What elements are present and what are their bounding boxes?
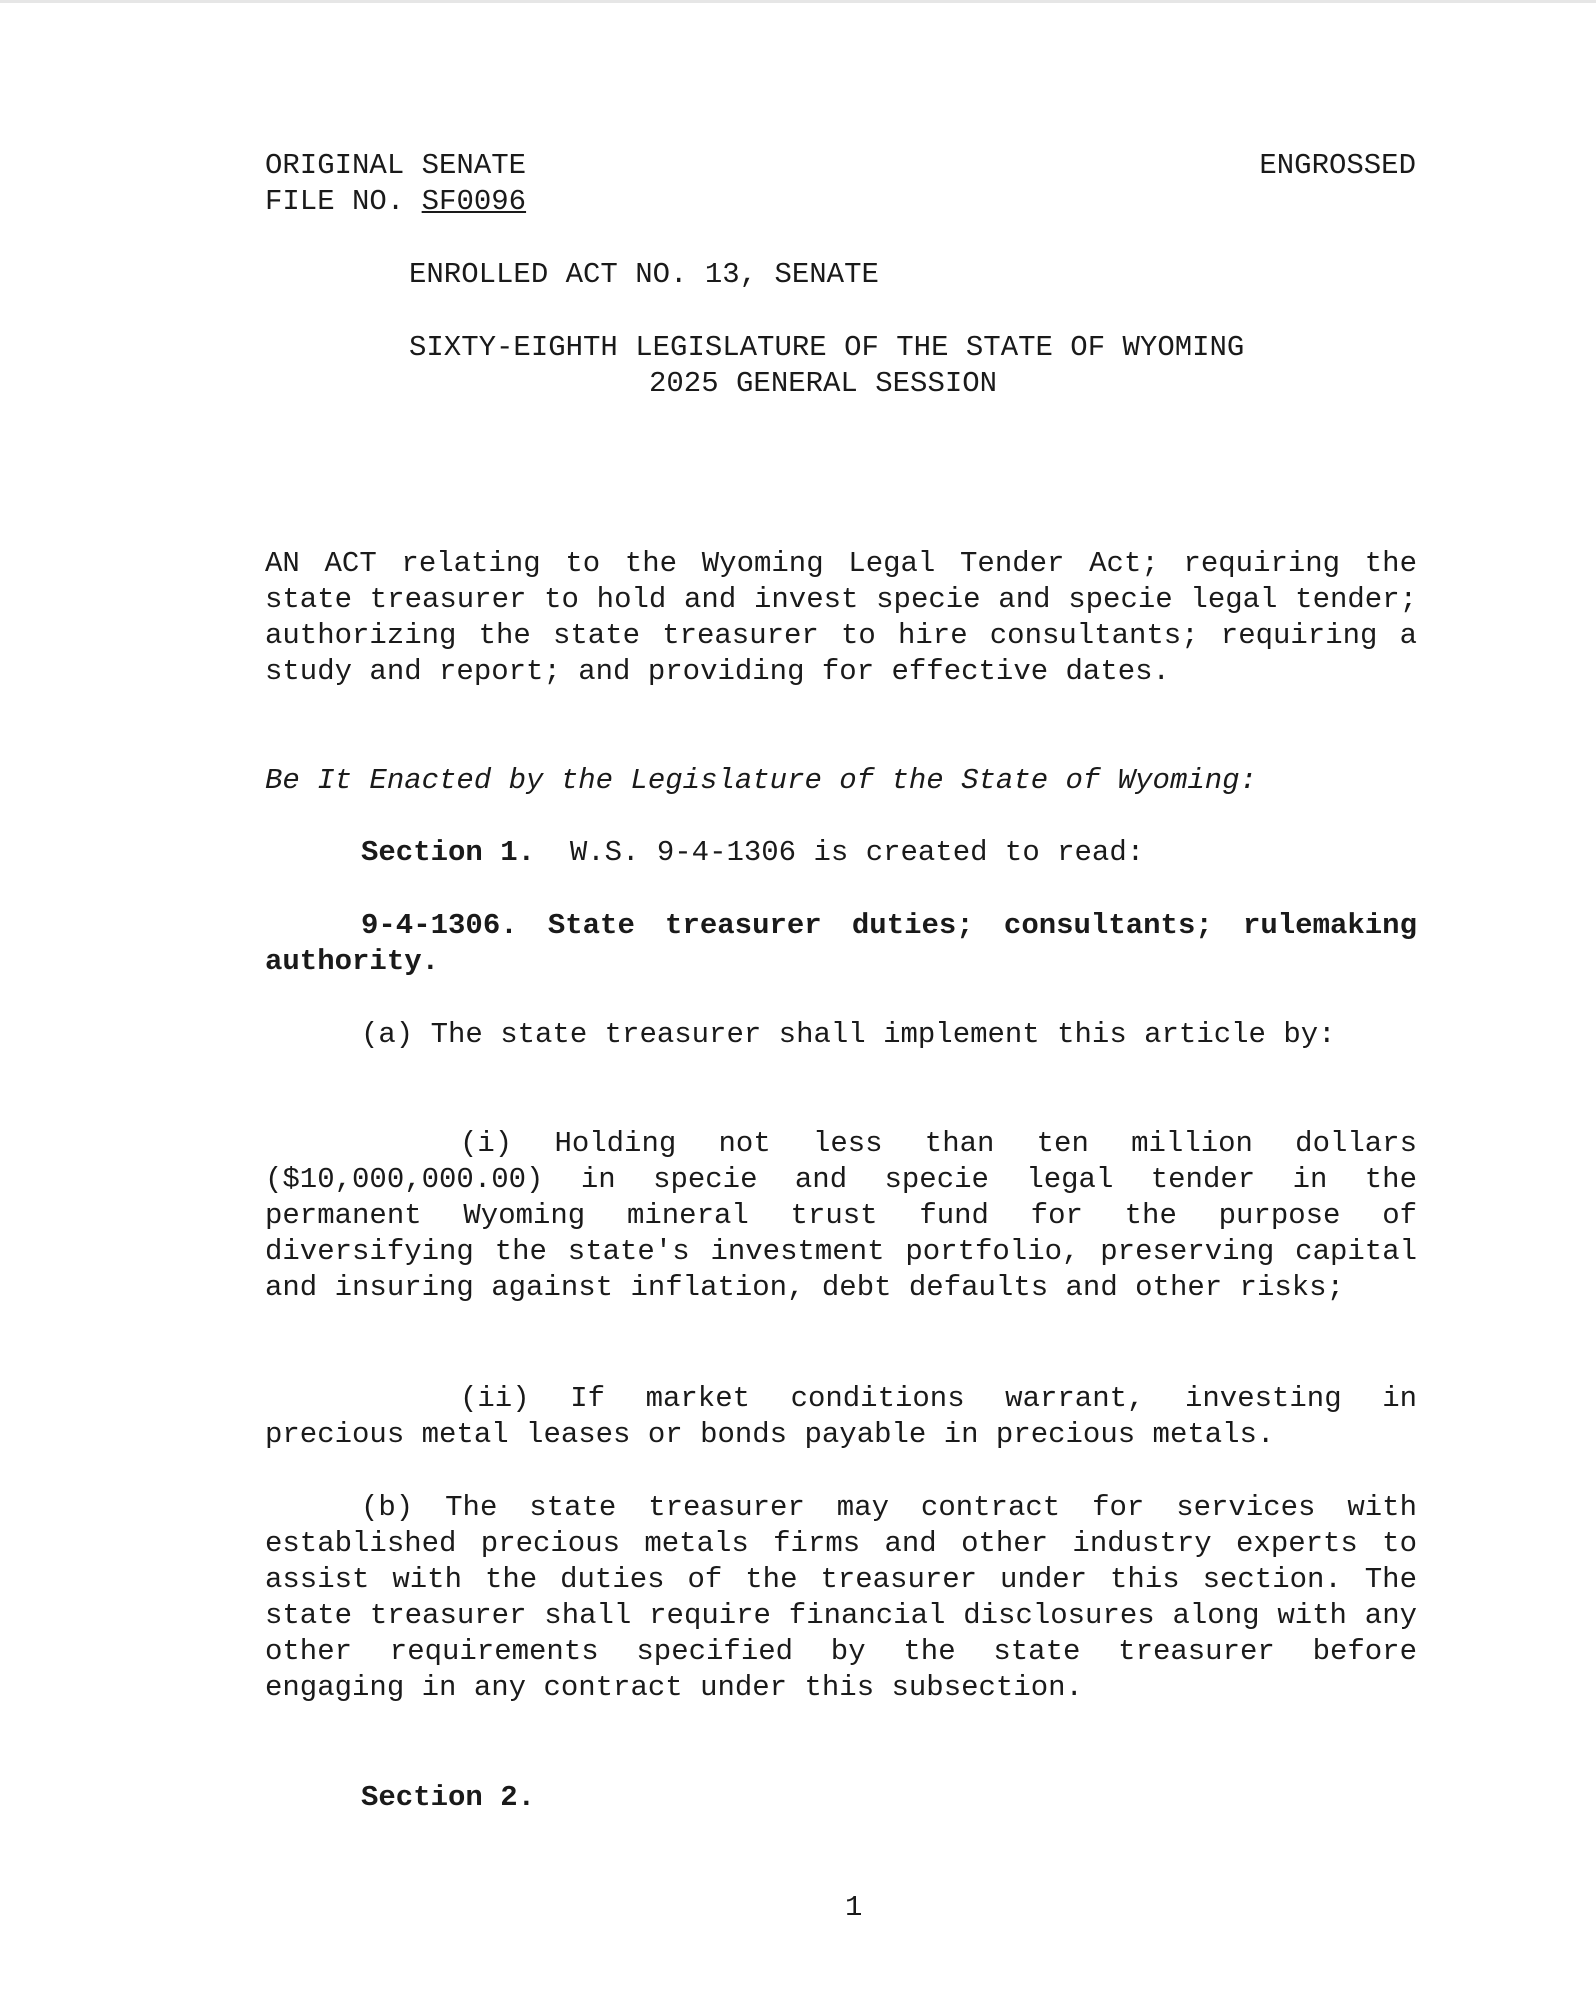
page-number: 1 (845, 1891, 863, 1924)
file-no-prefix: FILE NO. (265, 185, 422, 218)
session-line: 2025 GENERAL SESSION (649, 367, 998, 400)
enacting-clause: Be It Enacted by the Legislature of the State of Wyoming: (265, 764, 1257, 797)
subsection-a: (a) The state treasurer shall implement this article by: (361, 1018, 1336, 1051)
section-1-label: Section 1. (361, 836, 536, 869)
subsection-b: (b) The state treasurer may contract for services with established precious metals firms and other industry experts to assist with the duties of the treasurer under this section. The state treasurer shall require financial disclosures along with any other requirements specified by the state treasurer before engaging in any contract under this subsection. (265, 1491, 1417, 1704)
page-top-edge (0, 0, 1596, 3)
file-number: SF0096 (421, 185, 527, 218)
header-file-no (265, 184, 526, 220)
header-original-senate: ORIGINAL SENATE (265, 149, 527, 182)
header-engrossed: ENGROSSED (1259, 149, 1416, 182)
section-2-label: Section 2. (361, 1781, 536, 1814)
enrolled-act-number: ENROLLED ACT NO. 13, SENATE (409, 258, 879, 291)
legislature-line: SIXTY-EIGHTH LEGISLATURE OF THE STATE OF WYOMING (409, 331, 1245, 364)
section-1-text: W.S. 9-4-1306 is created to read: (569, 836, 1145, 869)
paragraph-ii: (ii) If market conditions warrant, investing in precious metal leases or bonds payable in precious metals. (265, 1382, 1417, 1451)
paragraph-i: (i) Holding not less than ten million dollars ($10,000,000.00) in specie and specie legal tender in the permanent Wyoming mineral trust fund for the purpose of diversifying the state's investment portfolio, preserving capital and insuring against inflation, debt defaults and other risks; (265, 1127, 1417, 1304)
statute-heading: 9-4-1306. State treasurer duties; consultants; rulemaking authority. (265, 909, 1417, 978)
act-title: AN ACT relating to the Wyoming Legal Tender Act; requiring the state treasurer to hold and invest specie and specie legal tender; authorizing the state treasurer to hire consultants; requiring a study and report; and providing for effective dates. (265, 547, 1417, 688)
section-1 (361, 835, 1144, 871)
